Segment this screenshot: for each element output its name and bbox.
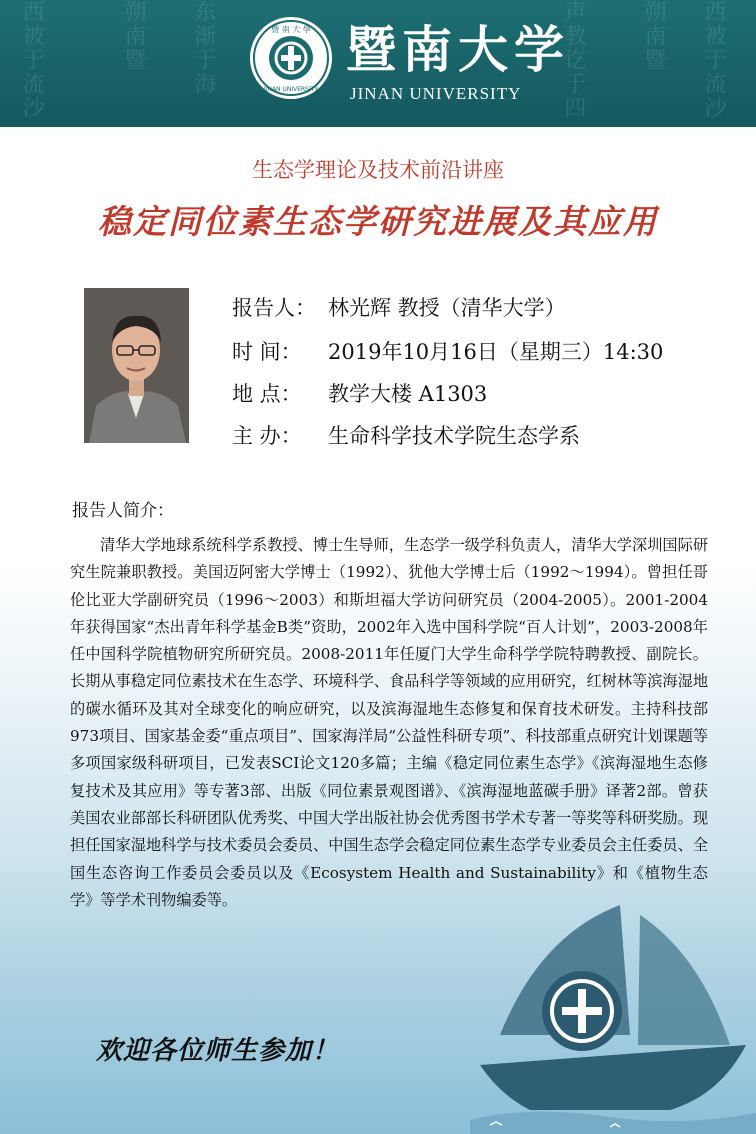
info-label: 报告人： xyxy=(232,296,316,320)
university-name-en: JINAN UNIVERSITY xyxy=(350,84,522,103)
motto-column: 西被于流沙 xyxy=(19,0,44,120)
speaker-photo xyxy=(84,288,189,443)
info-value: 生命科学技术学院生态学系 xyxy=(328,424,580,448)
bio-heading: 报告人简介： xyxy=(72,501,174,521)
lecture-title: 稳定同位素生态学研究进展及其应用 xyxy=(98,202,658,241)
university-name-cn: 暨南大学 xyxy=(346,20,570,79)
svg-text:JINAN UNIVERSITY: JINAN UNIVERSITY xyxy=(263,86,319,93)
info-value: 2019年10月16日（星期三）14:30 xyxy=(328,340,664,364)
welcome-message: 欢迎各位师生参加！ xyxy=(96,1036,340,1066)
boat-logo-icon xyxy=(470,895,756,1134)
info-label: 地 点： xyxy=(232,382,302,406)
motto-column: 朔南暨 xyxy=(641,0,666,72)
header-banner xyxy=(0,0,756,127)
info-value: 教学大楼 A1303 xyxy=(328,382,488,406)
bio-text: 清华大学地球系统科学系教授、博士生导师，生态学一级学科负责人，清华大学深圳国际研究生院兼职教授。美国迈阿密大学博士（1992）、犹他大学博士后（1992～1994）。曾担任哥伦比亚大学副研究员（1996～2003）和斯坦福大学访问研究员（2004-2005）。2001-2004年获得国家“杰出青年科学基金B类”资助，2002年入选中国科学院“百人计划”，2003-2008年任中国科学院植物研究所研究员。2008-2011年任厦门大学生命科学学院特聘教授、副院长。长期从事稳定同位素技术在生态学、环境科学、食品科学等领域的应用研究，红树林等滨海湿地的碳水循环及其对全球变化的响应研究，以及滨海湿地生态修复和保育技术研发。主持科技部973项目、国家基金委“重点项目”、国家海洋局“公益性科研专项”、科技部重点研究计划课题等多项国家级科研项目，已发表SCI论文120多篇；主编《稳定同位素生态学》《滨海湿地生态修复技术及其应用》等专著3部、出版《同位素景观图谱》、《滨海湿地蓝碳手册》译著2部。曾获美国农业部部长科研团队优秀奖、中国大学出版社协会优秀图书学术专著一等奖等科研奖励。现担任国家湿地科学与技术委员会委员、中国生态学会稳定同位素生态学专业委员会主任委员、全国生态咨询工作委员会委员以及《Ecosystem Health and Sustainability》和《植物生态学》等学术刊物编委等。 xyxy=(70,536,708,909)
motto-column: 朔南暨 xyxy=(121,0,146,72)
info-location xyxy=(232,378,487,408)
motto-column: 西被于流沙 xyxy=(701,0,726,120)
svg-text:暨 南 大 學: 暨 南 大 學 xyxy=(271,25,311,34)
info-speaker xyxy=(232,292,566,322)
info-label: 主 办： xyxy=(232,424,302,448)
lecture-series: 生态学理论及技术前沿讲座 xyxy=(252,158,504,182)
info-organizer xyxy=(232,420,580,450)
info-label: 时 间： xyxy=(232,340,302,364)
university-emblem-icon xyxy=(248,15,334,101)
info-time xyxy=(232,336,663,366)
info-value: 林光辉 教授（清华大学） xyxy=(328,296,566,320)
motto-column: 声教讫于四 xyxy=(561,0,586,120)
motto-column: 东渐于海 xyxy=(191,0,216,96)
